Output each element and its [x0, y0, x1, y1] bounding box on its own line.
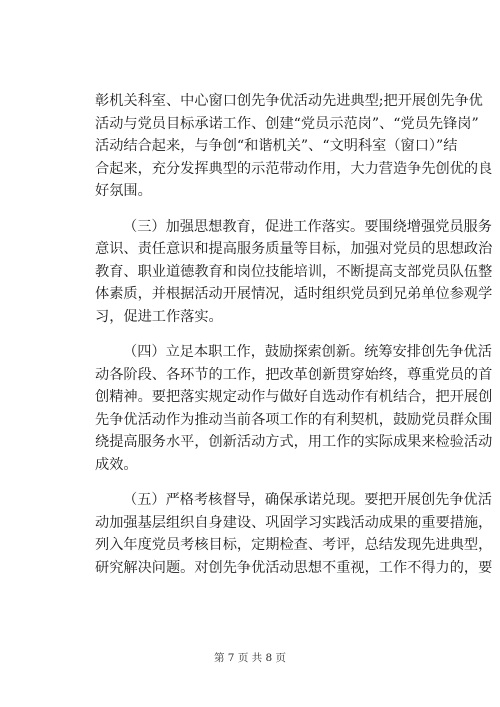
- paragraph-gap: [95, 203, 410, 216]
- text-line: 体素质，并根据活动开展情况，适时组织党员到兄弟单位参观学: [95, 286, 493, 302]
- text-line: 教育、职业道德教育和岗位技能培训，不断提高支部党员队伍整: [95, 263, 493, 280]
- paragraph-gap: [95, 328, 410, 341]
- text-line: 列入年度党员考核目标，定期检查、考评，总结发现先进典型，: [95, 537, 493, 553]
- text-line: 动加强基层组织自身建设、巩固学习实践活动成果的重要措施，: [95, 514, 493, 531]
- text-line: （五）严格考核督导，确保承诺兑现。要把开展创先争优活: [123, 492, 492, 508]
- paragraph-2: [95, 216, 493, 329]
- text-line: 研究解决问题。对创先争优活动思想不重视，工作不得力的，要: [95, 559, 493, 576]
- text-line: 先争优活动作为推动当前各项工作的有利契机，鼓励党员群众围: [95, 411, 493, 428]
- page-footer: [0, 650, 500, 665]
- text-line: 合起来，充分发挥典型的示范带动作用，大力营造争先创优的良: [95, 160, 493, 177]
- text-line: 活动结合起来，与争创“和谐机关”、“文明科室（窗口）”结: [95, 138, 458, 154]
- text-line: （四）立足本职工作，鼓励探索创新。统筹安排创先争优活: [123, 344, 492, 360]
- text-line: 成效。: [95, 456, 138, 473]
- text-line: 活动与党员目标承诺工作、创建“党员示范岗”、“党员先锋岗”: [95, 115, 479, 132]
- text-line: 习，促进工作落实。: [95, 308, 223, 325]
- page-number-label: 第 7 页 共 8 页: [213, 652, 287, 664]
- text-line: 动各阶段、各环节的工作，把改革创新贯穿始终，尊重党员的首: [95, 366, 493, 383]
- text-line: 创精神。要把落实规定动作与做好自选动作有机结合，把开展创: [95, 389, 493, 405]
- text-line: 意识、责任意识和提高服务质量等目标，加强对党员的思想政治: [95, 241, 493, 257]
- text-line: （三）加强思想教育，促进工作落实。要围绕增强党员服务: [123, 218, 492, 235]
- paragraph-1: [95, 90, 493, 203]
- body-text: [95, 90, 493, 579]
- text-line: 彰机关科室、中心窗口创先争优活动先进典型;把开展创先争优: [95, 93, 483, 109]
- text-line: 好氛围。: [95, 183, 152, 199]
- paragraph-gap: [95, 476, 410, 489]
- text-line: 绕提高服务水平，创新活动方式，用工作的实际成果来检验活动: [95, 434, 493, 450]
- paragraph-3: [95, 341, 493, 476]
- paragraph-4: [95, 489, 493, 579]
